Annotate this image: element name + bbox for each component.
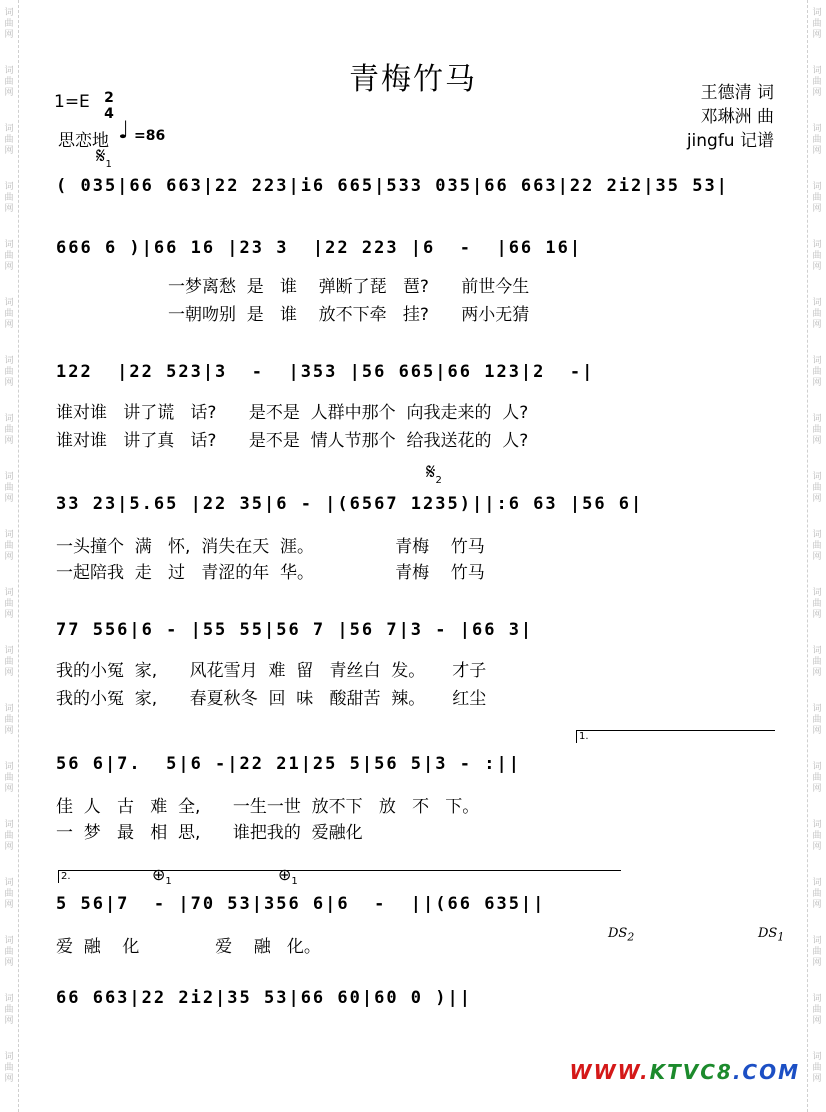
score-line-3: 122 |22 523|3 - |353 |56 665|66 123|2 -|	[56, 362, 595, 382]
watermark-text: 词 曲 网	[812, 182, 822, 214]
watermark-text: 词 曲 网	[4, 298, 14, 330]
watermark-text: 词 曲 网	[812, 646, 822, 678]
coda-1-number: 1	[165, 876, 172, 887]
watermark-text: 词 曲 网	[812, 1052, 822, 1084]
lyrics-line-3a: 谁对谁 讲了谎 话? 是不是 人群中那个 向我走来的 人?	[56, 403, 529, 423]
watermark-text: 词 曲 网	[4, 762, 14, 794]
watermark-text: 词 曲 网	[812, 878, 822, 910]
score-line-5: 77 556|6 - |55 55|56 7 |56 7|3 - |66 3|	[56, 620, 534, 640]
song-title: 青梅竹马	[349, 62, 477, 97]
score-line-8: 66 663|22 2i2|35 53|66 60|60 0 )||	[56, 988, 472, 1008]
watermark-text: 词 曲 网	[4, 414, 14, 446]
lyrics-line-4a: 一头撞个 满 怀, 消失在天 涯。 青梅 竹马	[56, 537, 485, 557]
ds1-marking	[758, 926, 784, 944]
watermark-text: 词 曲 网	[812, 8, 822, 40]
transcriber-credit: jingfu 记谱	[686, 131, 774, 151]
watermark-text: 词 曲 网	[4, 124, 14, 156]
segno-1-icon: $𝄋_1$	[96, 144, 112, 170]
quarter-note-icon: ♩	[118, 116, 130, 144]
ds1-label: DS	[758, 926, 778, 941]
score-line-2: 666 6 )|66 16 |23 3 |22 223 |6 - |66 16|	[56, 238, 583, 258]
lyrics-line-6a: 佳 人 古 难 全, 一生一世 放不下 放 不 下。	[56, 797, 480, 817]
score-line-7: 5 56|7 - |70 53|356 6|6 - ||(66 635||	[56, 894, 546, 914]
time-signature-top: 2	[104, 90, 114, 106]
composer-credit: 邓琳洲 曲	[700, 107, 774, 127]
watermark-text: 词 曲 网	[812, 298, 822, 330]
lyrics-line-5a: 我的小冤 家, 风花雪月 难 留 青丝白 发。 才子	[56, 661, 487, 681]
score-line-1: ( 035|66 663|22 223|i6 665|533 035|66 663|22 2i2|35 53|	[56, 176, 729, 196]
watermark-text: 词 曲 网	[812, 240, 822, 272]
score-line-6: 56 6|7. 5|6 -|22 21|25 5|56 5|3 - :||	[56, 754, 521, 774]
watermark-text: 词 曲 网	[4, 8, 14, 40]
time-signature	[102, 90, 116, 122]
watermark-text: 词 曲 网	[4, 66, 14, 98]
lyrics-line-4b: 一起陪我 走 过 青涩的年 华。 青梅 竹马	[56, 563, 485, 583]
lyrics-line-6b: 一 梦 最 相 思, 谁把我的 爱融化	[56, 823, 363, 843]
watermark-text: 词 曲 网	[4, 704, 14, 736]
right-watermark-strip	[807, 0, 826, 1112]
ds2-label: DS	[608, 926, 628, 941]
watermark-text: 词 曲 网	[4, 356, 14, 388]
watermark-text: 词 曲 网	[812, 820, 822, 852]
watermark-text: 词 曲 网	[4, 646, 14, 678]
ds1-number: 1	[777, 930, 785, 944]
lyrics-line-2b: 一朝吻别 是 谁 放不下牵 挂? 两小无猜	[168, 305, 530, 325]
watermark-text: 词 曲 网	[4, 182, 14, 214]
tempo-marking: =86	[134, 128, 166, 144]
watermark-text: 词 曲 网	[812, 994, 822, 1026]
segno-2-number: 2	[435, 475, 442, 486]
watermark-text: 词 曲 网	[812, 936, 822, 968]
ds2-number: 2	[627, 930, 635, 944]
watermark-text: 词 曲 网	[4, 936, 14, 968]
site-brand: KTVC8	[649, 1060, 733, 1084]
segno-1-number: 1	[105, 159, 112, 170]
score-line-4: 33 23|5.65 |22 35|6 - |(6567 1235)||:6 63 |56 6|	[56, 494, 644, 514]
lyrics-line-5b: 我的小冤 家, 春夏秋冬 回 味 酸甜苦 辣。 红尘	[56, 689, 487, 709]
watermark-text: 词 曲 网	[812, 704, 822, 736]
lyrics-line-3b: 谁对谁 讲了真 话? 是不是 情人节那个 给我送花的 人?	[56, 431, 529, 451]
watermark-text: 词 曲 网	[4, 820, 14, 852]
watermark-text: 词 曲 网	[812, 762, 822, 794]
watermark-text: 词 曲 网	[812, 530, 822, 562]
mood-marking: 思恋地	[58, 131, 109, 151]
segno-2-icon: $𝄋_2$	[426, 460, 442, 486]
coda-2-number: 1	[291, 876, 298, 887]
watermark-text: 词 曲 网	[4, 878, 14, 910]
watermark-text: 词 曲 网	[4, 588, 14, 620]
coda-2-icon: $\oplus_1$	[278, 865, 298, 887]
watermark-text: 词 曲 网	[4, 240, 14, 272]
site-suffix: .COM	[732, 1060, 800, 1084]
watermark-text: 词 曲 网	[812, 124, 822, 156]
lyricist-credit: 王德清 词	[700, 83, 774, 103]
watermark-text: 词 曲 网	[812, 472, 822, 504]
watermark-text: 词 曲 网	[812, 356, 822, 388]
key-signature: 1=E	[54, 92, 90, 112]
watermark-text: 词 曲 网	[4, 472, 14, 504]
lyrics-line-7: 爱 融 化 爱 融 化。	[56, 937, 321, 957]
ds2-marking	[608, 926, 634, 944]
volta-2-bracket: 2.	[58, 870, 621, 883]
watermark-text: 词 曲 网	[4, 994, 14, 1026]
left-watermark-strip	[0, 0, 19, 1112]
watermark-text: 词 曲 网	[812, 66, 822, 98]
watermark-text: 词 曲 网	[4, 530, 14, 562]
watermark-text: 词 曲 网	[812, 588, 822, 620]
site-logo	[570, 1060, 800, 1084]
volta-1-bracket: 1.	[576, 730, 775, 743]
coda-1-icon: $\oplus_1$	[152, 865, 172, 887]
site-prefix: WWW.	[569, 1060, 650, 1084]
time-signature-bottom: 4	[104, 106, 114, 122]
watermark-text: 词 曲 网	[4, 1052, 14, 1084]
watermark-text: 词 曲 网	[812, 414, 822, 446]
lyrics-line-2a: 一梦离愁 是 谁 弹断了琵 琶? 前世今生	[168, 277, 530, 297]
